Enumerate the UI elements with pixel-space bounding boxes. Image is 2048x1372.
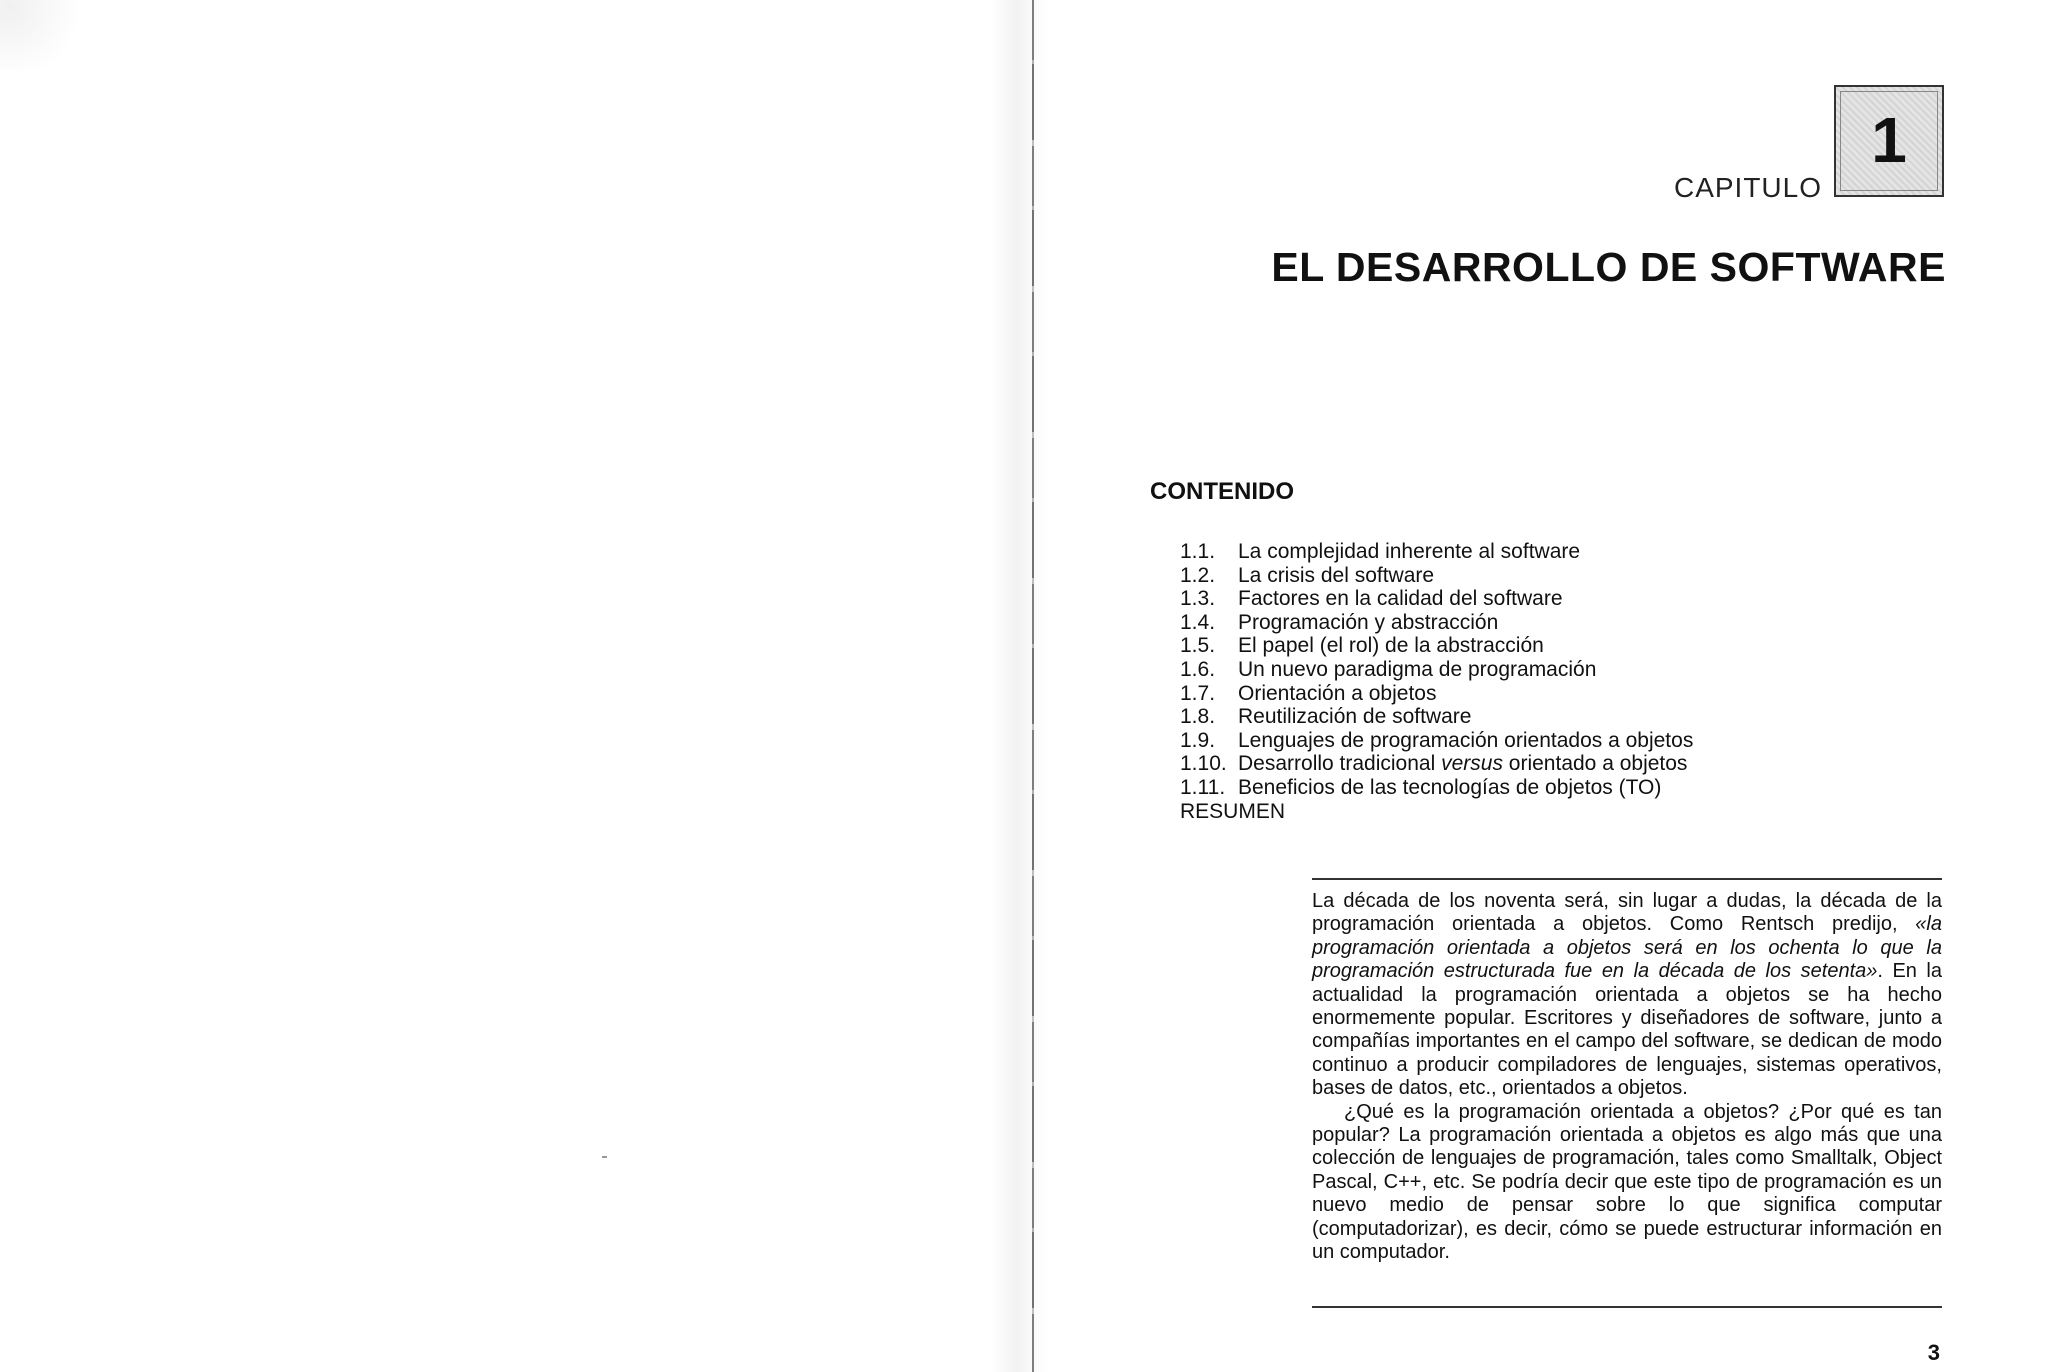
toc-item-title [1238, 752, 1940, 776]
toc-summary: RESUMEN [1180, 799, 1286, 823]
intro-bottom-rule [1312, 1306, 1942, 1308]
toc-item-number: 1.2. [1180, 563, 1216, 587]
toc-item-title-italic: versus [1441, 752, 1503, 776]
toc-item [1180, 658, 1940, 682]
rentsch-quote: «la programación orientada a objetos será en los ochenta lo que la programación estructurada fue en la década de los setenta» [1312, 913, 1942, 983]
toc-item-title: Reutilización de software [1238, 705, 1472, 729]
intro-top-rule [1312, 878, 1942, 880]
toc-item [1180, 705, 1940, 729]
page-speckle [0, 0, 90, 70]
table-of-contents [1180, 540, 1940, 824]
toc-item [1180, 634, 1940, 658]
toc-item-number: 1.1. [1180, 540, 1216, 563]
toc-item-title-end: orientado a objetos [1502, 752, 1688, 776]
toc-item-title: Lenguajes de programación orientados a objetos [1238, 728, 1694, 752]
toc-item-title: Orientación a objetos [1238, 681, 1437, 705]
toc-item [1180, 776, 1940, 800]
toc-item [1180, 564, 1940, 588]
chapter-title: EL DESARROLLO DE SOFTWARE [1271, 244, 1946, 290]
scan-mark [602, 1156, 607, 1158]
toc-item-number: 1.10. [1180, 752, 1227, 776]
toc-item-title: Factores en la calidad del software [1238, 587, 1563, 611]
toc-item-title: Un nuevo paradigma de programación [1238, 657, 1597, 681]
toc-item-title: El papel (el rol) de la abstracción [1238, 634, 1544, 658]
toc-item-title: La crisis del software [1238, 563, 1435, 587]
chapter-number: 1 [1871, 104, 1907, 176]
intro-paragraph-1-start: La década de los noventa será, sin lugar a dudas, la década de la programación orientada a objetos. Como Rentsch predijo, [1312, 890, 1942, 936]
intro-paragraph-1-end: . En la actualidad la programación orientada a objetos se ha hecho enormemente popular. Escritores y diseñadores de software, junto a compañías importantes en el campo del software, se dedican de modo continuo a producir compiladores de lenguajes, sistemas operativos, bases de datos, etc., orientados a objetos. [1312, 960, 1942, 1100]
toc-item-title-start: Desarrollo tradicional [1238, 752, 1442, 776]
intro-text [1312, 890, 1942, 1265]
toc-item-title: La complejidad inherente al software [1238, 540, 1581, 563]
toc-item [1180, 587, 1940, 611]
book-spine-line [1032, 0, 1034, 1372]
toc-item-number: 1.3. [1180, 587, 1216, 611]
toc-item-title: Beneficios de las tecnologías de objetos (TO) [1238, 775, 1662, 799]
chapter-label: CAPITULO [1673, 172, 1822, 203]
toc-item-number: 1.7. [1180, 681, 1216, 705]
book-gutter-shadow [990, 0, 1050, 1372]
toc-item-number: 1.5. [1180, 634, 1216, 658]
toc-item [1180, 611, 1940, 635]
toc-item-number: 1.8. [1180, 705, 1216, 729]
toc-item-number: 1.4. [1180, 610, 1216, 634]
contents-heading: CONTENIDO [1150, 478, 1294, 505]
toc-item-number: 1.6. [1180, 657, 1216, 681]
page-number: 3 [1927, 1340, 1940, 1365]
toc-item [1180, 729, 1940, 753]
intro-paragraph-1 [1312, 890, 1942, 1101]
toc-item-title: Programación y abstracción [1238, 610, 1499, 634]
toc-item [1180, 752, 1940, 776]
toc-item-number: 1.11. [1180, 775, 1226, 799]
intro-paragraph-2: ¿Qué es la programación orientada a objetos? ¿Por qué es tan popular? La programación orientada a objetos es algo más que una colección de lenguajes de programación, tales como Smalltalk, Object Pascal, C++, etc. Se podría decir que este tipo de programación es un nuevo medio de pensar sobre lo que significa computar (computadorizar), es decir, cómo se puede estructurar información en un computador. [1312, 1100, 1942, 1264]
toc-item-number: 1.9. [1180, 728, 1216, 752]
toc-item [1180, 540, 1940, 564]
toc-item [1180, 682, 1940, 706]
